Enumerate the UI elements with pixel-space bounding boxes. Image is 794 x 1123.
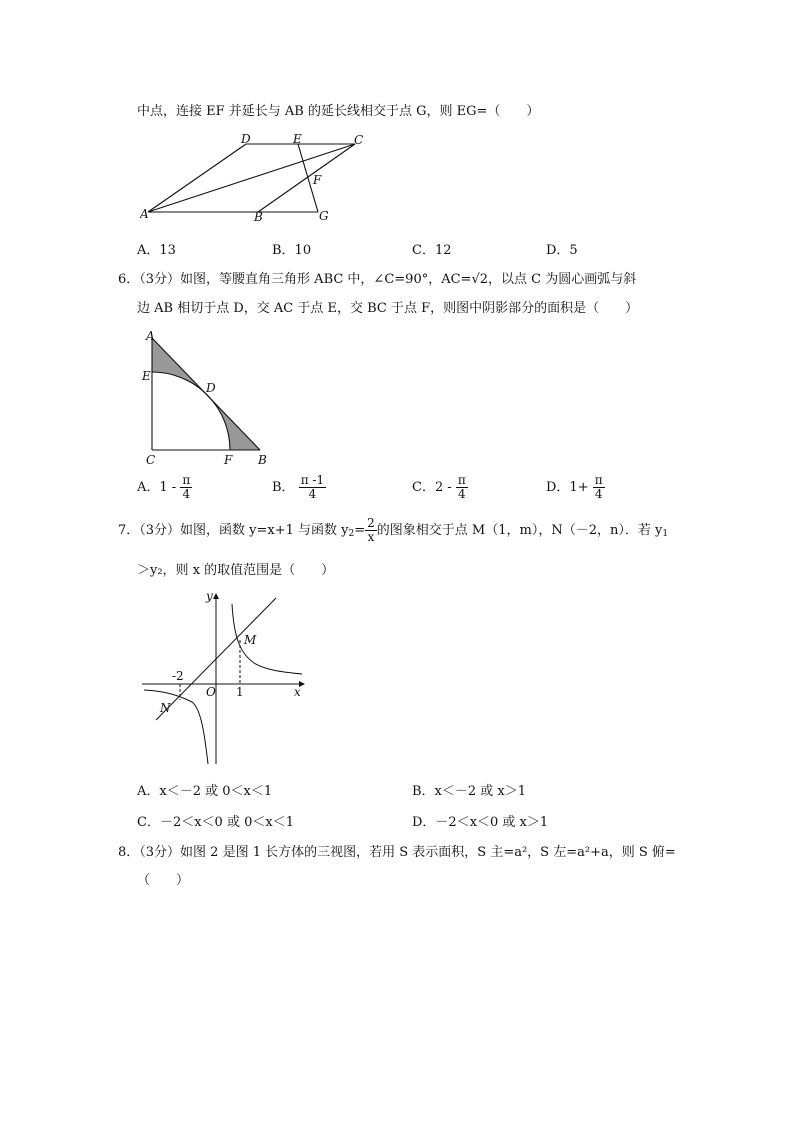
q7-function-graph (136, 588, 316, 768)
q7-option-b[interactable]: B．x＜－2 或 x＞1 (412, 784, 527, 799)
q7-label-one: 1 (236, 685, 244, 699)
q6-stem-line2: 边 AB 相切于点 D，交 AC 于点 E，交 BC 于点 F，则图中阴影部分的面积是（ ） (137, 301, 639, 316)
q7-label-neg2: -2 (172, 669, 184, 683)
q5-label-A: A (140, 207, 149, 221)
q6-option-d-fraction: $\frac{\pi}{4}$ (594, 473, 603, 501)
q7-label-M: M (244, 633, 257, 647)
q5-option-d[interactable]: D．5 (546, 243, 578, 258)
q7-stem-sub: 2 (348, 529, 355, 539)
q6-label-B: B (258, 453, 267, 467)
q7-stem-line2: ＞y₂，则 x 的取值范围是（ ） (137, 563, 335, 578)
q5-option-b[interactable]: B．10 (272, 243, 312, 258)
q8-stem-line1: 8．（3分）如图 2 是图 1 长方体的三视图，若用 S 表示面积，S 主=a²，S 左=a²+a，则 S 俯= (118, 845, 676, 860)
q6-stem-line1: 6．（3分）如图，等腰直角三角形 ABC 中，∠C=90°，AC=√2，以点 C 为圆心画弧与斜 (118, 272, 637, 287)
q6-triangle-figure (138, 328, 278, 468)
q5-label-B: B (254, 210, 263, 222)
q6-option-b-fraction: $\frac{\pi -1}{4}$ (300, 473, 325, 501)
q6-label-A: A (146, 329, 155, 343)
q5-label-D: D (241, 132, 251, 146)
q5-option-a[interactable]: A．13 (137, 243, 176, 258)
q7-option-a[interactable]: A．x＜－2 或 0＜x＜1 (137, 784, 273, 799)
q6-option-d-prefix: D．1+ (546, 480, 589, 495)
q5-option-c[interactable]: C．12 (412, 243, 452, 258)
q7-label-y: y (206, 589, 213, 603)
q7-label-O: O (206, 685, 216, 699)
q7-stem-part-a: 7．（3分）如图，函数 y=x+1 与函数 y (118, 523, 349, 538)
q7-stem-fraction: $\frac{2}{x}$ (367, 516, 375, 544)
q6-option-c-prefix: C．2 - (412, 480, 452, 495)
q7-stem-part-c: 的图象相交于点 M（1，m），N（－2，n）．若 y (376, 523, 663, 538)
q6-option-a-prefix: A．1 - (137, 480, 177, 495)
q7-stem-line1 (118, 517, 668, 544)
q7-label-N: N (160, 701, 171, 715)
q6-label-D: D (206, 381, 216, 395)
q7-stem-sub2: 1 (662, 529, 669, 539)
q6-option-a[interactable] (137, 474, 192, 501)
q5-stem-tail: 中点，连接 EF 并延长与 AB 的延长线相交于点 G，则 EG=（ ） (137, 104, 540, 119)
q7-stem-part-b: = (354, 523, 366, 538)
q7-label-x: x (294, 685, 301, 699)
q6-option-c-fraction: $\frac{\pi}{4}$ (457, 473, 466, 501)
q8-stem-line2: （ ） (137, 873, 190, 888)
q6-option-b-prefix: B． (272, 480, 295, 495)
q5-parallelogram-figure (140, 132, 380, 222)
q6-label-F: F (224, 453, 233, 467)
q6-option-d[interactable] (546, 474, 605, 501)
q7-option-c[interactable]: C．－2＜x＜0 或 0＜x＜1 (137, 815, 294, 830)
q5-label-C: C (354, 133, 364, 147)
q6-label-E: E (142, 369, 151, 383)
q7-option-d[interactable]: D．－2＜x＜0 或 x＞1 (412, 815, 549, 830)
q5-label-E: E (293, 132, 302, 146)
q6-option-c[interactable] (412, 474, 468, 501)
q6-option-a-fraction: $\frac{\pi}{4}$ (182, 473, 191, 501)
q5-label-F: F (313, 173, 322, 187)
q6-label-C: C (146, 453, 156, 467)
q6-option-b[interactable] (272, 474, 326, 501)
q5-label-G: G (319, 209, 329, 222)
